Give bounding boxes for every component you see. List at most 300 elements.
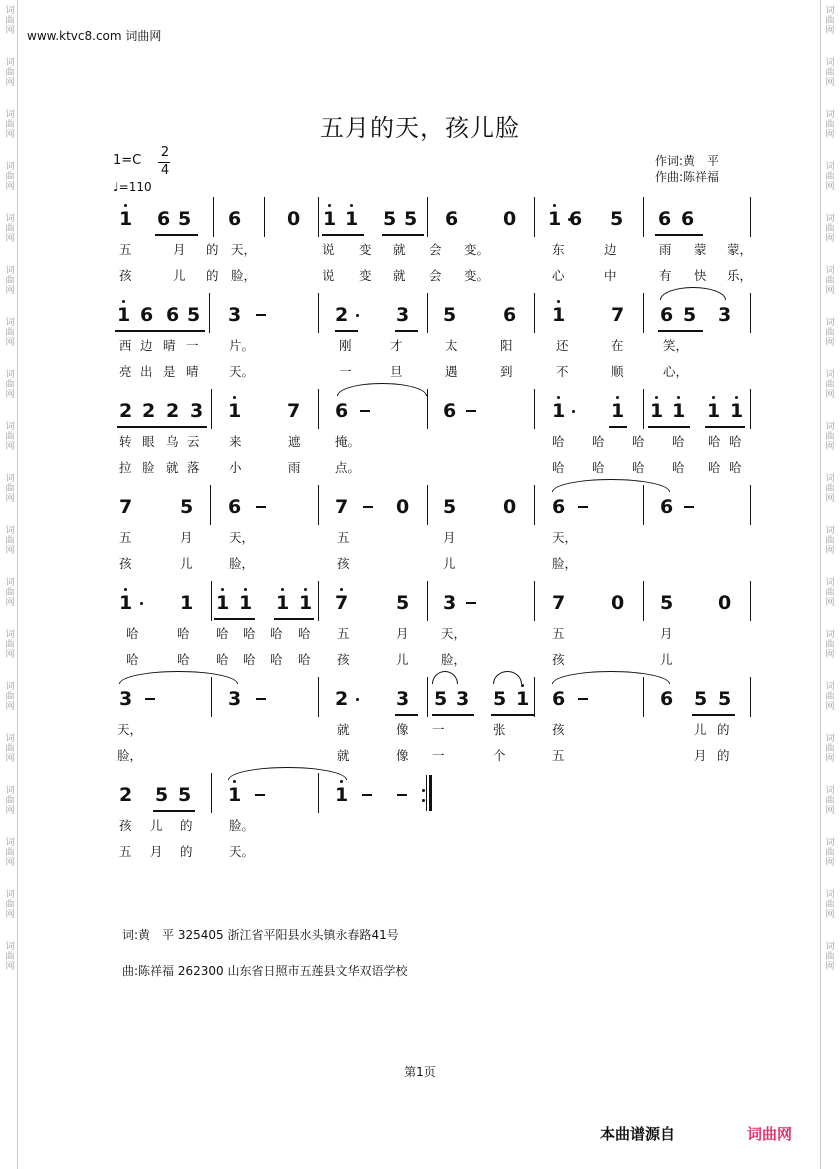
- note: 6: [228, 208, 242, 230]
- lyric-line-2-char: 五: [119, 844, 132, 859]
- lyric-line-2-char: 的: [717, 748, 730, 763]
- watermark-text: 词 曲 网: [825, 578, 835, 608]
- bar-line: [211, 581, 212, 621]
- note: 2: [166, 400, 180, 422]
- note: 7: [611, 304, 625, 326]
- sustain-dash: [363, 506, 373, 508]
- lyric-line-2-char: 孩: [552, 652, 565, 667]
- tie-slur: [552, 479, 670, 492]
- bar-line: [534, 677, 535, 717]
- lyric-line-1-char: 笑，: [663, 338, 689, 353]
- page-number: 第1页: [404, 1065, 436, 1079]
- lyric-line-2-char: 儿: [173, 268, 186, 283]
- note: 1: [239, 592, 253, 614]
- lyric-line-1-char: 月: [180, 530, 193, 545]
- lyric-line-2-char: 天。: [229, 844, 255, 859]
- note: 2: [335, 688, 349, 710]
- lyric-line-1-char: 遮: [288, 434, 301, 449]
- bar-line: [211, 389, 212, 429]
- bar-line: [750, 581, 751, 621]
- lyric-line-1-char: 天，: [229, 530, 255, 545]
- watermark-text: 词 曲 网: [825, 474, 835, 504]
- note: 1: [345, 208, 359, 230]
- lyric-line-1-char: 哈: [216, 626, 229, 641]
- lyric-line-1-char: 哈: [298, 626, 311, 641]
- lyric-line-2-char: 哈: [270, 652, 283, 667]
- left-border-line: [17, 0, 18, 1169]
- bar-line: [211, 773, 212, 813]
- note: 1: [216, 592, 230, 614]
- beam-underline: [648, 426, 690, 428]
- notation-system: [0, 303, 840, 379]
- lyric-line-1-char: 太: [445, 338, 458, 353]
- note: 1: [299, 592, 313, 614]
- lyric-line-1-char: 五: [552, 626, 565, 641]
- lyric-line-2-char: 就: [166, 460, 179, 475]
- tempo-marking: [113, 180, 152, 194]
- bar-line: [427, 293, 428, 333]
- lyric-line-2-char: 儿: [443, 556, 456, 571]
- note: 2: [142, 400, 156, 422]
- lyric-line-2-char: 月: [694, 748, 707, 763]
- lyric-line-2-char: 哈: [243, 652, 256, 667]
- lyric-line-1-char: 就: [393, 242, 406, 257]
- note: 6: [443, 400, 457, 422]
- note: 3: [228, 688, 242, 710]
- lyric-line-2-char: 五: [552, 748, 565, 763]
- right-border-line: [820, 0, 821, 1169]
- note: 1: [323, 208, 337, 230]
- lyric-line-1-char: 的: [180, 818, 193, 833]
- beam-underline: [117, 426, 207, 428]
- note: 7: [335, 496, 349, 518]
- lyric-line-1-char: 五: [119, 242, 132, 257]
- lyric-line-1-char: 刚: [339, 338, 352, 353]
- lyric-line-2-char: 哈: [298, 652, 311, 667]
- lyric-line-2-char: 个: [493, 748, 506, 763]
- note: 5: [180, 496, 194, 518]
- note: 5: [694, 688, 708, 710]
- lyric-line-1-char: 五: [119, 530, 132, 545]
- lyric-line-1-char: 变: [359, 242, 372, 257]
- sustain-dash: [360, 410, 370, 412]
- lyric-line-2-char: 脸，: [231, 268, 257, 283]
- note: 5: [683, 304, 697, 326]
- bar-line: [318, 485, 319, 525]
- lyric-line-2-char: 落: [187, 460, 200, 475]
- time-signature-top: 2: [160, 145, 170, 160]
- time-signature-bottom: 4: [160, 163, 170, 178]
- lyric-line-1-char: 雨: [659, 242, 672, 257]
- watermark-text: 词 曲 网: [825, 162, 835, 192]
- watermark-text: 词 曲 网: [5, 526, 15, 556]
- tempo-value: =110: [118, 180, 152, 194]
- lyric-line-1-char: 孩: [552, 722, 565, 737]
- sustain-dash: [255, 794, 265, 796]
- lyric-line-1-char: 边: [140, 338, 153, 353]
- lyric-line-2-char: 变。: [464, 268, 490, 283]
- beam-underline: [155, 234, 198, 236]
- lyric-line-1-char: 蒙，: [727, 242, 753, 257]
- augmentation-dot: [572, 410, 575, 413]
- watermark-text: 词 曲 网: [825, 838, 835, 868]
- note: 7: [119, 496, 133, 518]
- beam-underline: [432, 714, 474, 716]
- bar-line: [318, 581, 319, 621]
- lyric-line-2-char: 哈: [632, 460, 645, 475]
- sustain-dash: [466, 410, 476, 412]
- augmentation-dot: [356, 314, 359, 317]
- note: 0: [287, 208, 301, 230]
- note: 5: [718, 688, 732, 710]
- beam-underline: [395, 714, 418, 716]
- note: 0: [503, 208, 517, 230]
- bar-line: [427, 581, 428, 621]
- note: 5: [443, 304, 457, 326]
- lyric-line-2-char: 小: [229, 460, 242, 475]
- note: 6: [503, 304, 517, 326]
- note: 5: [396, 592, 410, 614]
- note: 6: [660, 688, 674, 710]
- lyric-line-1-char: 会: [429, 242, 442, 257]
- lyric-line-2-char: 点。: [335, 460, 361, 475]
- bar-line: [643, 581, 644, 621]
- lyric-line-1-char: 哈: [592, 434, 605, 449]
- beam-underline: [395, 330, 418, 332]
- lyric-line-1-char: 还: [556, 338, 569, 353]
- source-label: 本曲谱源自: [600, 1125, 676, 1143]
- tie-slur: [493, 671, 522, 684]
- note: 5: [493, 688, 507, 710]
- lyric-line-1-char: 眼: [142, 434, 155, 449]
- lyric-line-2-char: 就: [393, 268, 406, 283]
- lyric-line-2-char: 说: [322, 268, 335, 283]
- note: 5: [610, 208, 624, 230]
- note: 0: [396, 496, 410, 518]
- note: 6: [166, 304, 180, 326]
- lyric-line-1-char: 哈: [177, 626, 190, 641]
- note: 1: [335, 784, 349, 806]
- lyric-line-1-char: 说: [322, 242, 335, 257]
- note: 6: [552, 688, 566, 710]
- bar-line: [534, 485, 535, 525]
- note: 1: [228, 784, 242, 806]
- lyric-line-1-char: 就: [337, 722, 350, 737]
- song-title: 五月的天，孩儿脸: [320, 114, 520, 142]
- lyric-line-2-char: 儿: [180, 556, 193, 571]
- lyric-line-1-char: 张: [493, 722, 506, 737]
- time-signature-line: [158, 162, 170, 163]
- note: 2: [119, 784, 133, 806]
- left-watermark: [3, 0, 17, 1169]
- bar-line: [427, 389, 428, 429]
- bar-line: [264, 197, 265, 237]
- beam-underline: [655, 234, 703, 236]
- lyric-line-1-char: 片。: [229, 338, 255, 353]
- bar-line: [210, 485, 211, 525]
- lyric-line-2-char: 脸，: [441, 652, 467, 667]
- lyric-line-2-char: 孩: [119, 556, 132, 571]
- note: 1: [119, 208, 133, 230]
- lyric-line-2-char: 像: [396, 748, 409, 763]
- lyric-line-1-char: 哈: [552, 434, 565, 449]
- lyric-line-2-char: 顺: [611, 364, 624, 379]
- tie-slur: [119, 671, 238, 684]
- lyric-line-1-char: 来: [229, 434, 242, 449]
- lyric-line-1-char: 的: [206, 242, 219, 257]
- lyric-line-2-char: 就: [337, 748, 350, 763]
- bar-line: [750, 293, 751, 333]
- note: 6: [552, 496, 566, 518]
- lyric-line-1-char: 像: [396, 722, 409, 737]
- note: 0: [611, 592, 625, 614]
- note: 3: [718, 304, 732, 326]
- lyric-line-1-char: 阳: [500, 338, 513, 353]
- lyric-line-1-char: 哈: [243, 626, 256, 641]
- watermark-text: 词 曲 网: [5, 890, 15, 920]
- note: 3: [396, 688, 410, 710]
- beam-underline: [705, 426, 745, 428]
- lyric-line-1-char: 云: [187, 434, 200, 449]
- beam-underline: [609, 426, 627, 428]
- lyric-line-2-char: 哈: [672, 460, 685, 475]
- note: 7: [287, 400, 301, 422]
- note: 6: [660, 496, 674, 518]
- note: 6: [140, 304, 154, 326]
- bar-line: [427, 197, 428, 237]
- note: 1: [672, 400, 686, 422]
- lyric-line-1-char: 脸。: [229, 818, 255, 833]
- lyric-line-1-char: 月: [660, 626, 673, 641]
- lyric-line-1-char: 蒙: [694, 242, 707, 257]
- lyric-line-1-char: 哈: [632, 434, 645, 449]
- tie-slur: [432, 671, 458, 684]
- note: 3: [456, 688, 470, 710]
- lyric-line-1-char: 月: [396, 626, 409, 641]
- note: 7: [335, 592, 349, 614]
- watermark-text: 词 曲 网: [825, 890, 835, 920]
- bar-line: [318, 677, 319, 717]
- final-bar-thick: [429, 775, 432, 811]
- lyric-line-1-char: 转: [119, 434, 132, 449]
- watermark-text: 词 曲 网: [825, 630, 835, 660]
- tie-slur: [552, 671, 670, 684]
- sustain-dash: [145, 698, 155, 700]
- note: 3: [228, 304, 242, 326]
- lyric-line-2-char: 月: [150, 844, 163, 859]
- watermark-text: 词 曲 网: [825, 682, 835, 712]
- sustain-dash: [362, 794, 372, 796]
- note: 1: [552, 304, 566, 326]
- note: 1: [516, 688, 530, 710]
- watermark-text: 词 曲 网: [5, 942, 15, 972]
- watermark-text: 词 曲 网: [5, 370, 15, 400]
- lyric-line-2-char: 脸，: [552, 556, 578, 571]
- lyric-line-1-char: 天，: [552, 530, 578, 545]
- watermark-text: 词 曲 网: [825, 214, 835, 244]
- sustain-dash: [578, 698, 588, 700]
- watermark-text: 词 曲 网: [825, 370, 835, 400]
- augmentation-dot: [140, 602, 143, 605]
- lyric-line-2-char: 脸，: [229, 556, 255, 571]
- beam-underline: [658, 330, 703, 332]
- lyric-line-1-char: 哈: [270, 626, 283, 641]
- bar-line: [534, 581, 535, 621]
- bar-line: [750, 485, 751, 525]
- quarter-note-icon: ♩: [113, 180, 119, 194]
- lyric-line-2-char: 孩: [337, 652, 350, 667]
- lyric-line-1-char: 乌: [166, 434, 179, 449]
- lyricist-credit: 作词:黄 平: [655, 154, 720, 168]
- bar-line: [213, 197, 214, 237]
- final-bar-thin: [426, 775, 427, 811]
- watermark-text: 词 曲 网: [5, 58, 15, 88]
- note: 5: [660, 592, 674, 614]
- lyric-line-2-char: 亮: [119, 364, 132, 379]
- note: 6: [445, 208, 459, 230]
- bar-line: [318, 389, 319, 429]
- watermark-text: 词 曲 网: [5, 266, 15, 296]
- note: 5: [434, 688, 448, 710]
- lyric-line-1-char: 天，: [441, 626, 467, 641]
- bar-line: [427, 677, 428, 717]
- repeat-dot: [422, 799, 425, 802]
- bar-line: [534, 293, 535, 333]
- watermark-text: 词 曲 网: [825, 942, 835, 972]
- lyric-line-2-char: 一: [432, 748, 445, 763]
- lyric-line-2-char: 不: [556, 364, 569, 379]
- lyric-line-2-char: 变: [359, 268, 372, 283]
- bar-line: [750, 389, 751, 429]
- lyric-line-2-char: 孩: [337, 556, 350, 571]
- site-url[interactable]: www.ktvc8.com 词曲网: [27, 29, 162, 43]
- lyric-line-2-char: 的: [180, 844, 193, 859]
- lyric-line-1-char: 西: [119, 338, 132, 353]
- watermark-text: 词 曲 网: [5, 318, 15, 348]
- lyric-line-1-char: 月: [173, 242, 186, 257]
- note: 1: [707, 400, 721, 422]
- lyric-line-1-char: 在: [611, 338, 624, 353]
- watermark-text: 词 曲 网: [825, 422, 835, 452]
- note: 5: [155, 784, 169, 806]
- beam-underline: [692, 714, 735, 716]
- bar-line: [318, 197, 319, 237]
- watermark-text: 词 曲 网: [5, 734, 15, 764]
- bar-line: [209, 293, 210, 333]
- tie-slur: [660, 287, 726, 300]
- watermark-text: 词 曲 网: [5, 838, 15, 868]
- note: 1: [119, 592, 133, 614]
- lyric-line-2-char: 快: [694, 268, 707, 283]
- note: 3: [396, 304, 410, 326]
- tie-slur: [337, 383, 427, 396]
- beam-underline: [214, 618, 255, 620]
- sustain-dash: [397, 794, 407, 796]
- augmentation-dot: [356, 698, 359, 701]
- watermark-text: 词 曲 网: [5, 474, 15, 504]
- bar-line: [318, 293, 319, 333]
- bar-line: [643, 389, 644, 429]
- note: 5: [404, 208, 418, 230]
- bar-line: [534, 197, 535, 237]
- lyric-line-2-char: 乐，: [727, 268, 753, 283]
- bar-line: [750, 677, 751, 717]
- note: 1: [730, 400, 744, 422]
- composer-credit: 作曲:陈祥福: [655, 170, 720, 184]
- note: 1: [180, 592, 194, 614]
- lyric-line-2-char: 哈: [216, 652, 229, 667]
- watermark-text: 词 曲 网: [825, 6, 835, 36]
- note: 1: [650, 400, 664, 422]
- lyric-line-2-char: 拉: [119, 460, 132, 475]
- beam-underline: [322, 234, 364, 236]
- note: 1: [552, 400, 566, 422]
- lyric-line-1-char: 变。: [464, 242, 490, 257]
- lyric-line-1-char: 孩: [119, 818, 132, 833]
- sustain-dash: [578, 506, 588, 508]
- note: 6: [157, 208, 171, 230]
- note: 6: [681, 208, 695, 230]
- key-signature: 1=C: [113, 153, 142, 168]
- lyric-line-1-char: 晴: [163, 338, 176, 353]
- lyric-line-1-char: 五: [337, 530, 350, 545]
- bar-line: [643, 293, 644, 333]
- repeat-dot: [422, 789, 425, 792]
- note: 7: [552, 592, 566, 614]
- lyric-line-2-char: 哈: [592, 460, 605, 475]
- note: 2: [119, 400, 133, 422]
- note: 6: [658, 208, 672, 230]
- note: 5: [383, 208, 397, 230]
- lyric-line-2-char: 心: [552, 268, 565, 283]
- note: 3: [119, 688, 133, 710]
- lyric-line-2-char: 脸，: [117, 748, 143, 763]
- watermark-text: 词 曲 网: [5, 162, 15, 192]
- watermark-text: 词 曲 网: [5, 786, 15, 816]
- watermark-text: 词 曲 网: [5, 6, 15, 36]
- lyricist-info: 词:黄 平 325405 浙江省平阳县水头镇永春路41号: [122, 928, 399, 942]
- watermark-text: 词 曲 网: [5, 682, 15, 712]
- watermark-text: 词 曲 网: [5, 630, 15, 660]
- watermark-text: 词 曲 网: [825, 266, 835, 296]
- source-site-link[interactable]: 词曲网: [747, 1125, 793, 1143]
- lyric-line-1-char: 才: [390, 338, 403, 353]
- note: 0: [503, 496, 517, 518]
- note: 6: [569, 208, 583, 230]
- lyric-line-2-char: 脸: [142, 460, 155, 475]
- lyric-line-2-char: 哈: [708, 460, 721, 475]
- note: 5: [178, 208, 192, 230]
- lyric-line-2-char: 是: [163, 364, 176, 379]
- lyric-line-2-char: 儿: [396, 652, 409, 667]
- lyric-line-2-char: 孩: [119, 268, 132, 283]
- lyric-line-1-char: 五: [337, 626, 350, 641]
- beam-underline: [382, 234, 424, 236]
- note: 3: [190, 400, 204, 422]
- note: 5: [187, 304, 201, 326]
- lyric-line-2-char: 哈: [552, 460, 565, 475]
- lyric-line-1-char: 天，: [117, 722, 143, 737]
- lyric-line-1-char: 的: [717, 722, 730, 737]
- note: 5: [443, 496, 457, 518]
- lyric-line-1-char: 儿: [694, 722, 707, 737]
- watermark-text: 词 曲 网: [5, 422, 15, 452]
- note: 6: [660, 304, 674, 326]
- lyric-line-2-char: 中: [604, 268, 617, 283]
- lyric-line-1-char: 月: [443, 530, 456, 545]
- lyric-line-2-char: 雨: [288, 460, 301, 475]
- bar-line: [750, 197, 751, 237]
